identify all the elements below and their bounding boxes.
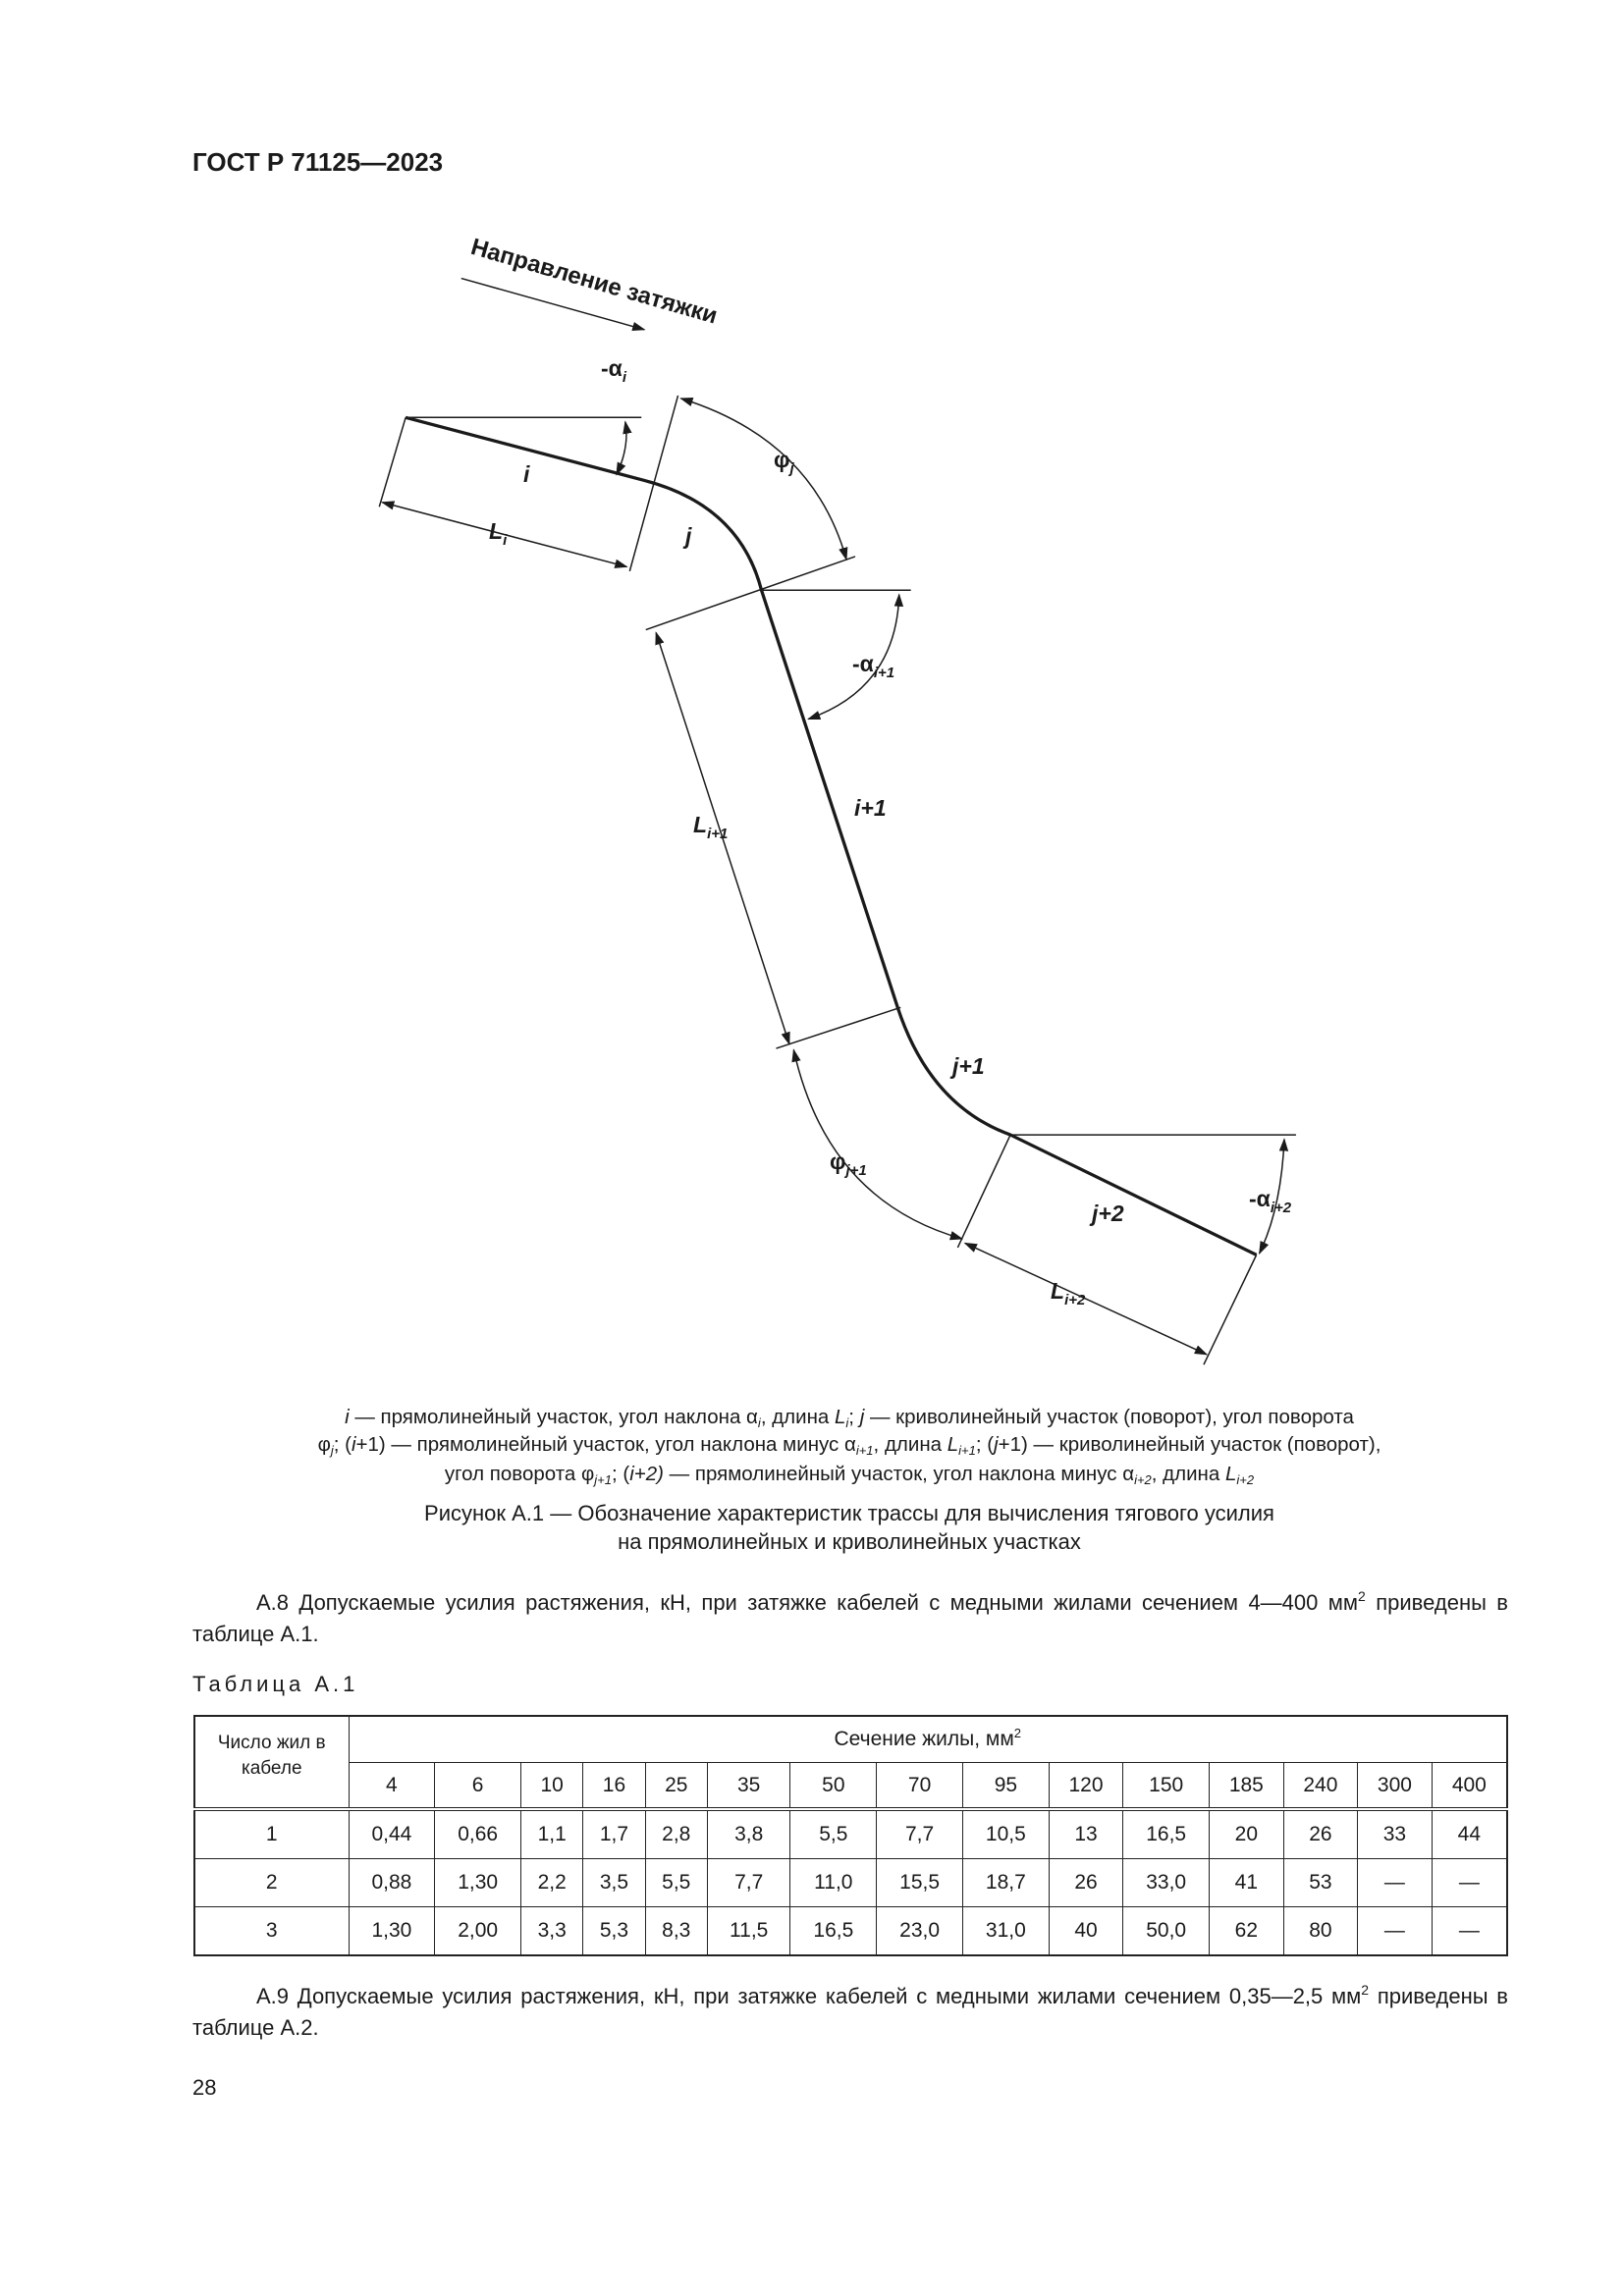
segment-j2-label: j+2 [1092,1201,1124,1226]
value-cell: 8,3 [645,1907,707,1956]
legend-text-part: , длина [1151,1463,1225,1485]
value-cell: 1,7 [583,1809,645,1859]
value-cell: 18,7 [962,1859,1049,1907]
segment-j-label: j [685,523,692,549]
cores-cell: 2 [194,1859,349,1907]
legend-text-part: i+1 [855,1443,874,1458]
legend-text-part: , длина [873,1433,947,1456]
column-header: 16 [583,1763,645,1810]
value-cell: 16,5 [790,1907,877,1956]
L-i2-label: $L_{i+2}$ [1051,1278,1086,1308]
paragraph-a8: А.8 Допускаемые усилия растяжения, кН, при затяжке кабелей с медными жилами сечением 4—400 $мм^2$ приведены в таблице А.1. [192,1588,1508,1646]
legend-text-part: φ [317,1433,331,1456]
value-cell: 44 [1432,1809,1507,1859]
legend-text-part: +1) — криволинейный участок (поворот), [998,1433,1381,1456]
column-header: 50 [790,1763,877,1810]
phi-j1-arc [793,1050,962,1239]
column-header: 95 [962,1763,1049,1810]
segment-j1-label: j+1 [952,1053,985,1079]
tick-i1-end [776,1007,900,1048]
group-header-cross-section: Сечение жилы, $мм^2$ [349,1716,1507,1763]
value-cell: 5,3 [583,1907,645,1956]
row-header-cores: Число жил в кабеле [194,1716,349,1809]
legend-text-part: — прямолинейный участок, угол наклона минус α [663,1463,1135,1485]
column-header: 400 [1432,1763,1507,1810]
figure-title-line-2: на прямолинейных и криволинейных участках [618,1529,1081,1554]
legend-text-part: — прямолинейный участок, угол наклона α [349,1406,758,1428]
tick-i2-end [1204,1255,1257,1364]
value-cell: 3,8 [707,1809,790,1859]
legend-text-part: , длина [760,1406,835,1428]
value-cell: 7,7 [707,1859,790,1907]
tick-i-end [629,396,677,571]
L-i-label: $L_i$ [489,518,508,549]
column-header: 240 [1283,1763,1358,1810]
legend-text-part: L [947,1433,959,1456]
legend-text-part: j+1 [594,1472,612,1487]
legend-text-part: L [835,1406,846,1428]
value-cell: 26 [1049,1859,1123,1907]
value-cell: 20 [1210,1809,1284,1859]
value-cell: 7,7 [877,1809,963,1859]
value-cell: 1,30 [435,1859,521,1907]
legend-text-part: i+1 [958,1443,976,1458]
value-cell: 33 [1358,1809,1433,1859]
value-cell: 0,44 [349,1809,435,1859]
value-cell: 0,66 [435,1809,521,1859]
value-cell: 1,1 [521,1809,583,1859]
cable-route [406,417,1257,1255]
column-header: 6 [435,1763,521,1810]
legend-text-part: i+2) [629,1463,664,1485]
table-caption: Таблица А.1 [192,1672,359,1696]
value-cell: 62 [1210,1907,1284,1956]
table-row [194,1859,1507,1907]
legend-text-part: ; ( [975,1433,995,1456]
dim-L-i2 [965,1243,1207,1354]
value-cell: 11,0 [790,1859,877,1907]
value-cell: 3,5 [583,1859,645,1907]
legend-text-part: i [757,1415,761,1430]
value-cell: 10,5 [962,1809,1049,1859]
value-cell: 1,30 [349,1907,435,1956]
cores-cell: 3 [194,1907,349,1956]
legend-text-part: — криволинейный участок (поворот), угол поворота [864,1406,1354,1428]
alpha-i-label: $-\alpha_i$ [601,355,626,386]
value-cell: 40 [1049,1907,1123,1956]
column-header: 185 [1210,1763,1284,1810]
segment-i1-label: i+1 [854,795,887,821]
legend-text-part: +1) — прямолинейный участок, угол наклона минус α [355,1433,856,1456]
figure-title-line-1: Рисунок А.1 — Обозначение характеристик трассы для вычисления тягового усилия [424,1501,1274,1525]
segment-i-label: i [523,461,530,487]
legend-text-part: j [330,1443,334,1458]
value-cell: 5,5 [645,1859,707,1907]
legend-text-part: ; [848,1406,860,1428]
value-cell: 16,5 [1123,1809,1210,1859]
column-header: 10 [521,1763,583,1810]
legend-text-part: i [845,1415,849,1430]
legend-text-part: i+2 [1236,1472,1255,1487]
alpha-i2-label: $-\alpha_{i+2}$ [1249,1186,1292,1216]
table-row [194,1809,1507,1859]
value-cell: — [1358,1859,1433,1907]
paragraph-a9: А.9 Допускаемые усилия растяжения, кН, при затяжке кабелей с медными жилами сечением 0,35—2,5 $мм^2$ приведены в таблице А.2. [192,1982,1508,2040]
tensile-force-table [193,1715,1508,1956]
column-header: 25 [645,1763,707,1810]
legend-text-part: i [345,1406,350,1428]
column-header: 300 [1358,1763,1433,1810]
value-cell: 33,0 [1123,1859,1210,1907]
figure-legend-line [196,1460,1502,1495]
value-cell: 31,0 [962,1907,1049,1956]
value-cell: — [1358,1907,1433,1956]
legend-text-part: ; ( [611,1463,630,1485]
value-cell: 13 [1049,1809,1123,1859]
tick-j1-end [957,1135,1010,1248]
tick-j-end [646,557,855,630]
phi-j-arc [681,399,847,560]
value-cell: 0,88 [349,1859,435,1907]
column-header: 70 [877,1763,963,1810]
value-cell: 80 [1283,1907,1358,1956]
tick-i-start [379,417,406,507]
table-row [194,1907,1507,1956]
L-i1-label: $L_{i+1}$ [693,812,729,842]
value-cell: 50,0 [1123,1907,1210,1956]
legend-text-part: j [859,1406,865,1428]
value-cell: — [1432,1859,1507,1907]
phi-j-label: $\varphi_j$ [774,447,794,477]
value-cell: 2,8 [645,1809,707,1859]
legend-text-part: ; ( [333,1433,352,1456]
column-header: 120 [1049,1763,1123,1810]
value-cell: 5,5 [790,1809,877,1859]
legend-text-part: i+2 [1134,1472,1152,1487]
legend-text-part: j [994,1433,999,1456]
cores-cell: 1 [194,1809,349,1859]
legend-text-part: угол поворота φ [444,1463,595,1485]
alpha-i-arc [617,422,626,475]
value-cell: 11,5 [707,1907,790,1956]
value-cell: 23,0 [877,1907,963,1956]
column-header: 150 [1123,1763,1210,1810]
value-cell: 26 [1283,1809,1358,1859]
column-header: 4 [349,1763,435,1810]
legend-text-part: L [1224,1463,1237,1485]
value-cell: 2,00 [435,1907,521,1956]
value-cell: 3,3 [521,1907,583,1956]
value-cell: 2,2 [521,1859,583,1907]
column-header: 35 [707,1763,790,1810]
value-cell: — [1432,1907,1507,1956]
document-code-header: ГОСТ Р 71125—2023 [192,147,444,177]
alpha-i1-label: $-\alpha_{i+1}$ [852,651,895,681]
phi-j1-label: $\varphi_{j+1}$ [830,1148,867,1179]
pull-direction-label: Направление затяжки [467,234,721,330]
value-cell: 15,5 [877,1859,963,1907]
legend-text-part: i [351,1433,356,1456]
page-number: 28 [192,2075,217,2100]
value-cell: 53 [1283,1859,1358,1907]
value-cell: 41 [1210,1859,1284,1907]
